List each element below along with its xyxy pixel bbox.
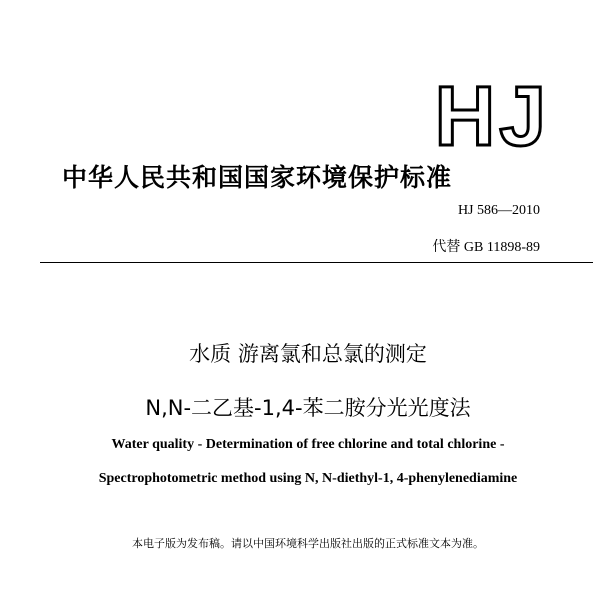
- chinese-title-line-2: N,N-二乙基-1,4-苯二胺分光光度法: [145, 396, 471, 420]
- english-title-line-1: Water quality - Determination of free chlorine and total chlorine -: [111, 437, 505, 452]
- replaced-standard: 代替 GB 11898-89: [432, 240, 540, 255]
- issuing-organization: 中华人民共和国国家环境保护标准: [62, 163, 453, 192]
- header-divider: [40, 262, 593, 263]
- standard-number: HJ 586—2010: [457, 203, 540, 218]
- chinese-title-line-1: 水质 游离氯和总氯的测定: [189, 342, 427, 366]
- hj-logo: HJ: [434, 69, 550, 163]
- english-title-line-2: Spectrophotometric method using N, N-diethyl-1, 4-phenylenediamine: [98, 471, 518, 486]
- electronic-version-notice: 本电子版为发布稿。请以中国环境科学出版社出版的正式标准文本为准。: [132, 537, 484, 550]
